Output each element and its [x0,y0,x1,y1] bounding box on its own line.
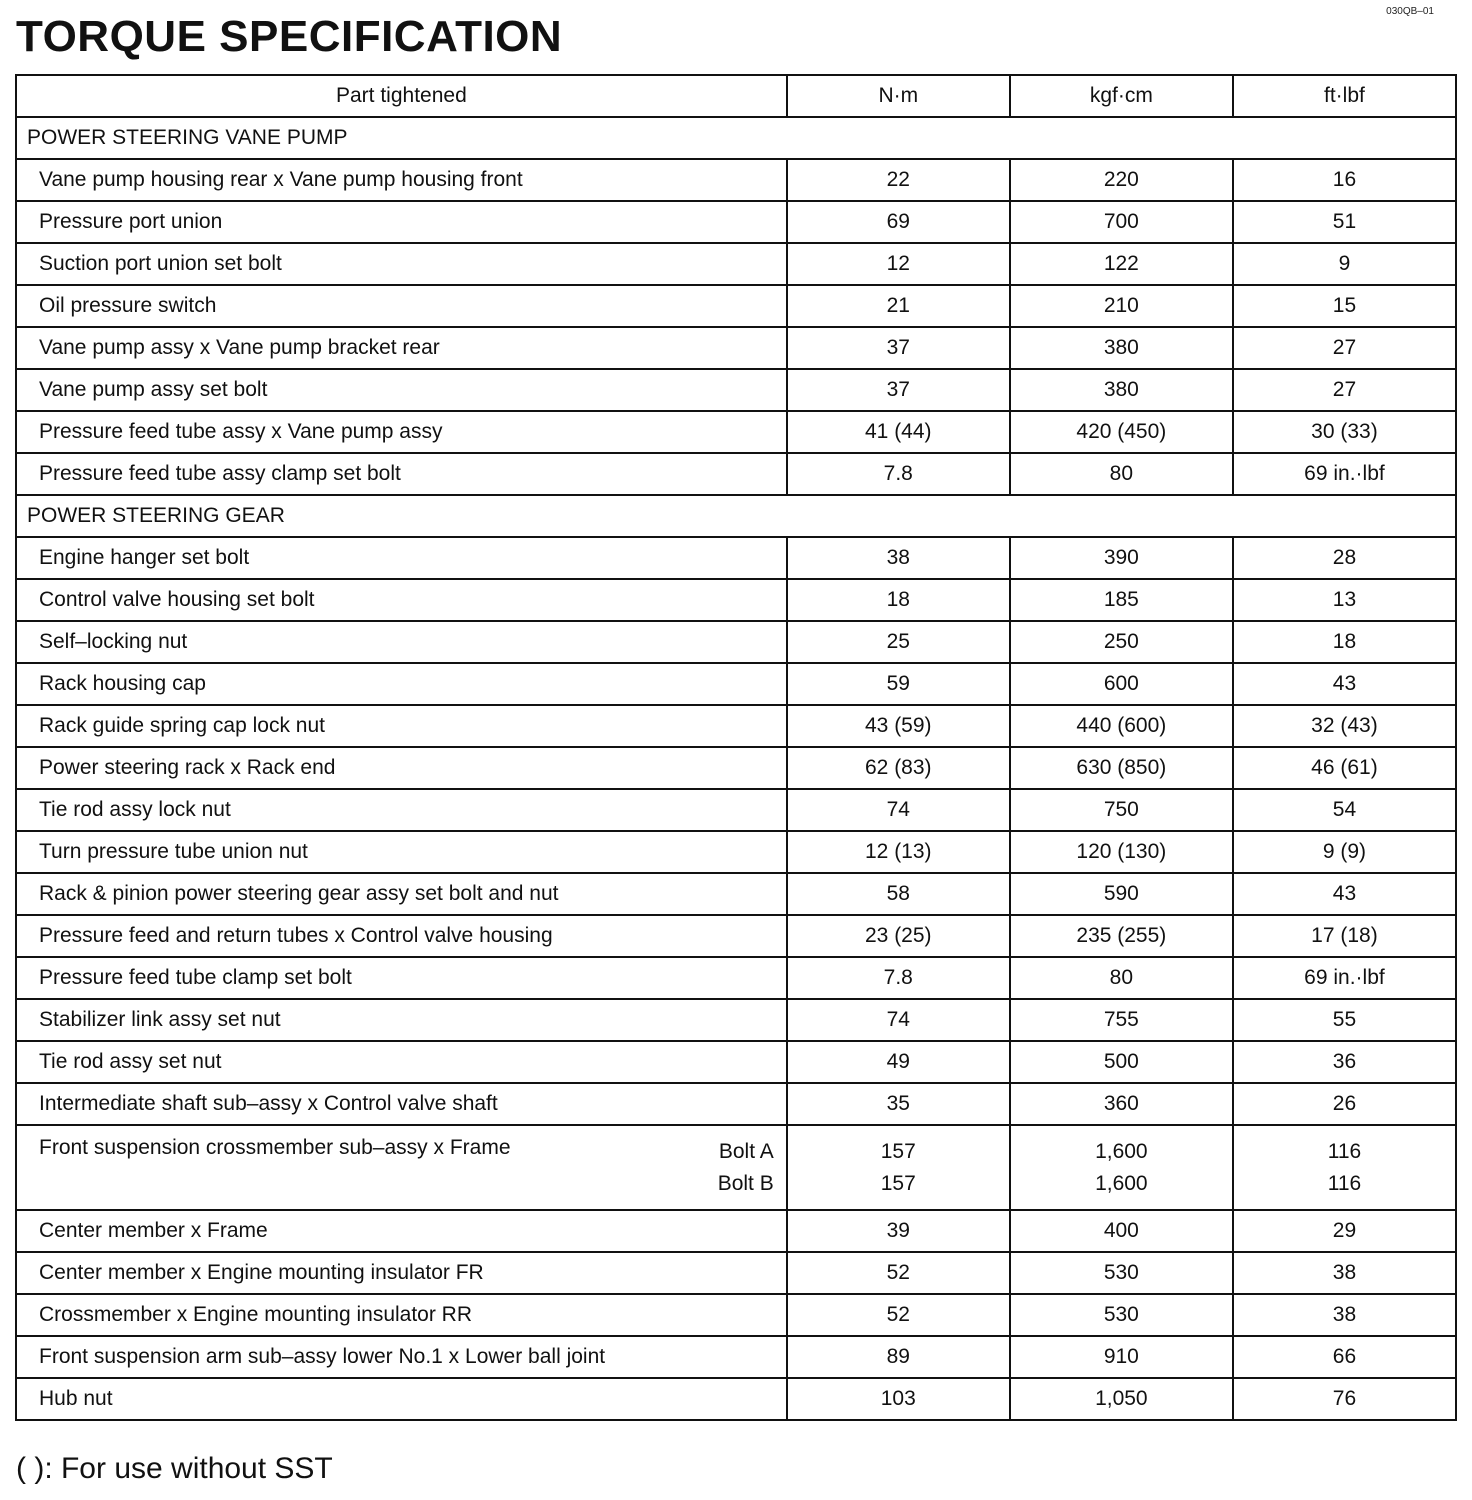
kgf-cell: 630 (850) [1010,747,1233,789]
kgf-cell: 250 [1010,621,1233,663]
nm-cell: 38 [787,537,1010,579]
kgf-cell: 530 [1010,1294,1233,1336]
part-cell [16,1125,787,1210]
kgf-cell: 390 [1010,537,1233,579]
part-cell: Vane pump assy x Vane pump bracket rear [16,327,787,369]
table-row [16,663,1456,705]
table-row [16,411,1456,453]
page-title: TORQUE SPECIFICATION [16,12,563,61]
kgf-cell: 500 [1010,1041,1233,1083]
table-row [16,537,1456,579]
part-cell: Rack guide spring cap lock nut [16,705,787,747]
table-row [16,789,1456,831]
part-cell: Control valve housing set bolt [16,579,787,621]
ft-cell: 43 [1233,873,1456,915]
table-row [16,999,1456,1041]
ft-cell: 54 [1233,789,1456,831]
part-cell: Pressure port union [16,201,787,243]
part-cell: Front suspension arm sub–assy lower No.1 x Lower ball joint [16,1336,787,1378]
nm-cell: 37 [787,369,1010,411]
nm-cell [787,1125,1010,1210]
ft-cell: 16 [1233,159,1456,201]
ft-cell: 55 [1233,999,1456,1041]
part-cell: Oil pressure switch [16,285,787,327]
ft-cell: 27 [1233,369,1456,411]
part-cell: Power steering rack x Rack end [16,747,787,789]
ft-cell: 32 (43) [1233,705,1456,747]
part-cell: Pressure feed tube assy x Vane pump assy [16,411,787,453]
nm-cell: 103 [787,1378,1010,1420]
nm-cell: 23 (25) [787,915,1010,957]
header-kgf: kgf·cm [1010,75,1233,117]
kgf-cell: 700 [1010,201,1233,243]
section-heading-row [16,495,1456,537]
kgf-cell: 80 [1010,453,1233,495]
kgf-cell: 1,050 [1010,1378,1233,1420]
ft-cell: 46 (61) [1233,747,1456,789]
ft-cell: 17 (18) [1233,915,1456,957]
nm-cell: 22 [787,159,1010,201]
kgf-cell: 235 (255) [1010,915,1233,957]
part-cell: Engine hanger set bolt [16,537,787,579]
table-row [16,243,1456,285]
kgf-cell: 600 [1010,663,1233,705]
bolt-a-kgf: 1,600 [1095,1140,1148,1163]
section-heading: POWER STEERING GEAR [16,495,1456,537]
kgf-cell: 440 (600) [1010,705,1233,747]
part-cell: Pressure feed tube clamp set bolt [16,957,787,999]
ft-cell: 29 [1233,1210,1456,1252]
part-cell: Intermediate shaft sub–assy x Control valve shaft [16,1083,787,1125]
bolt-b-kgf: 1,600 [1095,1172,1148,1195]
torque-table [15,74,1457,1421]
nm-cell: 59 [787,663,1010,705]
part-cell: Pressure feed tube assy clamp set bolt [16,453,787,495]
table-row [16,621,1456,663]
nm-cell: 49 [787,1041,1010,1083]
crossmember-part-label: Front suspension crossmember sub–assy x Frame [39,1136,511,1159]
table-row [16,831,1456,873]
bolt-a-label: Bolt A [718,1140,774,1163]
part-cell: Suction port union set bolt [16,243,787,285]
nm-cell: 62 (83) [787,747,1010,789]
ft-cell: 76 [1233,1378,1456,1420]
part-cell: Self–locking nut [16,621,787,663]
nm-cell: 39 [787,1210,1010,1252]
kgf-cell: 400 [1010,1210,1233,1252]
kgf-cell: 750 [1010,789,1233,831]
nm-cell: 74 [787,789,1010,831]
table-row [16,327,1456,369]
crossmember-row [16,1125,1456,1210]
nm-cell: 12 (13) [787,831,1010,873]
part-cell: Stabilizer link assy set nut [16,999,787,1041]
kgf-cell: 120 (130) [1010,831,1233,873]
part-cell: Center member x Engine mounting insulator FR [16,1252,787,1294]
nm-cell: 21 [787,285,1010,327]
ft-cell: 13 [1233,579,1456,621]
kgf-cell: 755 [1010,999,1233,1041]
part-cell: Rack & pinion power steering gear assy set bolt and nut [16,873,787,915]
nm-cell: 41 (44) [787,411,1010,453]
nm-cell: 12 [787,243,1010,285]
ft-cell: 30 (33) [1233,411,1456,453]
footnote: ( ): For use without SST [16,1452,333,1485]
table-row [16,1083,1456,1125]
kgf-cell: 360 [1010,1083,1233,1125]
ft-cell: 38 [1233,1252,1456,1294]
kgf-cell: 380 [1010,369,1233,411]
table-row [16,705,1456,747]
nm-cell: 52 [787,1294,1010,1336]
table-row [16,1378,1456,1420]
table-row [16,579,1456,621]
nm-cell: 74 [787,999,1010,1041]
table-row [16,1294,1456,1336]
document-code: 030QB–01 [1386,6,1434,17]
ft-cell: 27 [1233,327,1456,369]
part-cell: Pressure feed and return tubes x Control valve housing [16,915,787,957]
table-row [16,201,1456,243]
table-row [16,1041,1456,1083]
kgf-cell: 185 [1010,579,1233,621]
header-ft: ft·lbf [1233,75,1456,117]
ft-cell: 69 in.·lbf [1233,957,1456,999]
bolt-b-label: Bolt B [717,1172,774,1195]
nm-cell: 18 [787,579,1010,621]
bolt-b-ft: 116 [1327,1172,1362,1195]
ft-cell [1233,1125,1456,1210]
table-row [16,957,1456,999]
bolt-b-nm: 157 [880,1172,916,1195]
ft-cell: 69 in.·lbf [1233,453,1456,495]
nm-cell: 37 [787,327,1010,369]
section-heading: POWER STEERING VANE PUMP [16,117,1456,159]
ft-cell: 9 (9) [1233,831,1456,873]
ft-cell: 28 [1233,537,1456,579]
nm-cell: 7.8 [787,453,1010,495]
part-cell: Turn pressure tube union nut [16,831,787,873]
kgf-cell: 380 [1010,327,1233,369]
nm-cell: 69 [787,201,1010,243]
kgf-cell: 420 (450) [1010,411,1233,453]
part-cell: Vane pump housing rear x Vane pump housing front [16,159,787,201]
kgf-cell: 80 [1010,957,1233,999]
table-row [16,369,1456,411]
nm-cell: 25 [787,621,1010,663]
nm-cell: 35 [787,1083,1010,1125]
table-row [16,1252,1456,1294]
table-row [16,1210,1456,1252]
part-cell: Hub nut [16,1378,787,1420]
table-header-row [16,75,1456,117]
nm-cell: 7.8 [787,957,1010,999]
ft-cell: 18 [1233,621,1456,663]
part-cell: Tie rod assy lock nut [16,789,787,831]
kgf-cell: 220 [1010,159,1233,201]
nm-cell: 52 [787,1252,1010,1294]
kgf-cell [1010,1125,1233,1210]
bolt-a-ft: 116 [1327,1140,1362,1163]
ft-cell: 38 [1233,1294,1456,1336]
ft-cell: 43 [1233,663,1456,705]
table-row [16,1336,1456,1378]
table-row [16,915,1456,957]
part-cell: Crossmember x Engine mounting insulator RR [16,1294,787,1336]
kgf-cell: 530 [1010,1252,1233,1294]
table-row [16,873,1456,915]
kgf-cell: 210 [1010,285,1233,327]
part-cell: Tie rod assy set nut [16,1041,787,1083]
kgf-cell: 910 [1010,1336,1233,1378]
bolt-a-nm: 157 [880,1140,916,1163]
ft-cell: 9 [1233,243,1456,285]
ft-cell: 15 [1233,285,1456,327]
ft-cell: 36 [1233,1041,1456,1083]
table-row [16,747,1456,789]
kgf-cell: 122 [1010,243,1233,285]
part-cell: Center member x Frame [16,1210,787,1252]
bolt-labels [718,1136,774,1200]
part-cell: Vane pump assy set bolt [16,369,787,411]
nm-cell: 89 [787,1336,1010,1378]
nm-cell: 58 [787,873,1010,915]
header-part: Part tightened [16,75,787,117]
ft-cell: 66 [1233,1336,1456,1378]
ft-cell: 26 [1233,1083,1456,1125]
ft-cell: 51 [1233,201,1456,243]
table-row [16,285,1456,327]
table-row [16,159,1456,201]
nm-cell: 43 (59) [787,705,1010,747]
part-cell: Rack housing cap [16,663,787,705]
kgf-cell: 590 [1010,873,1233,915]
section-heading-row [16,117,1456,159]
table-row [16,453,1456,495]
header-nm: N·m [787,75,1010,117]
